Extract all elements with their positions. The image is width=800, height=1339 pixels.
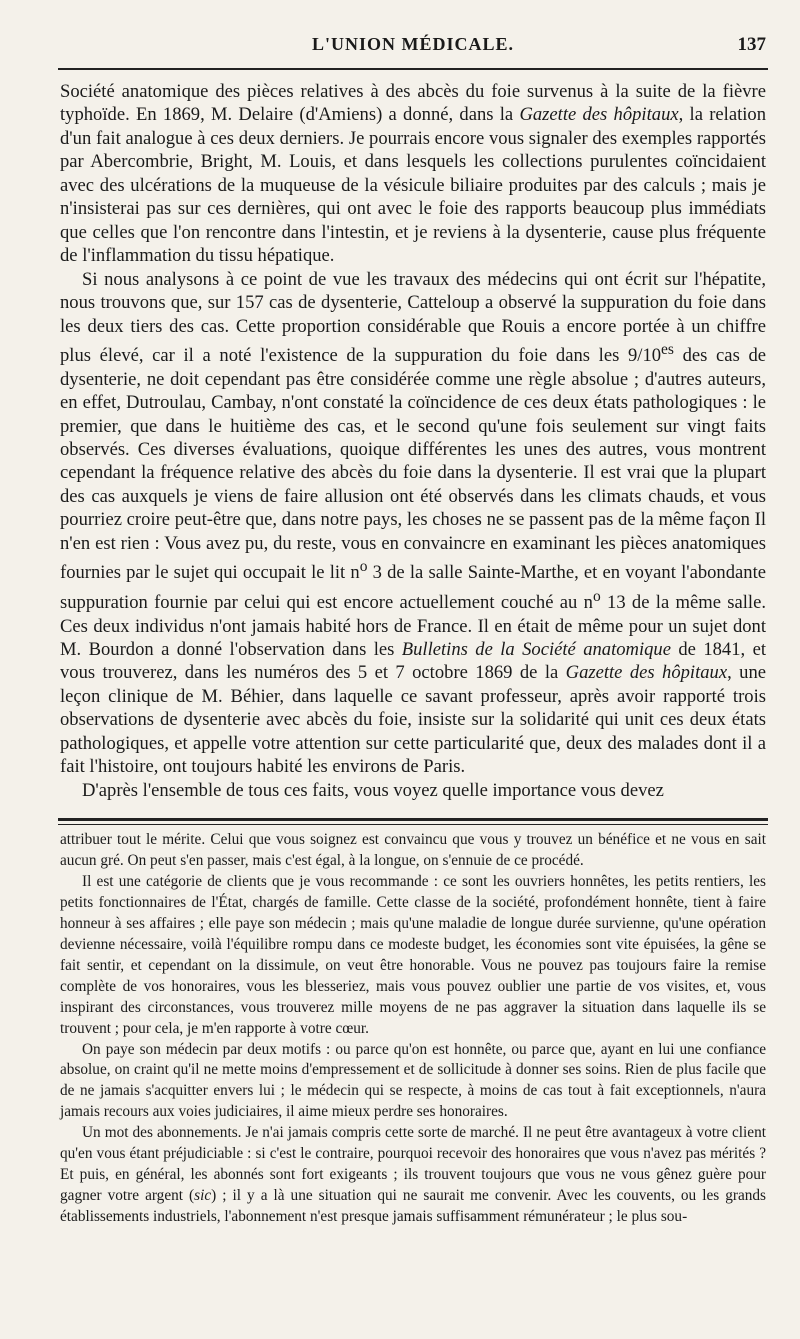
paragraph: attribuer tout le mérite. Celui que vous soignez est convaincu que vous y trouvez un bénéfice et ne vous en sait aucun gré. On peut s'en passer, mais c'est égal, à la longue, on s'ennuie de ce procédé. [60,831,766,869]
page-number: 137 [737,34,766,55]
feuilleton-divider [58,818,768,825]
paragraph: Société anatomique des pièces relatives à des abcès du foie survenus à la suite de la fièvre typhoïde. En 1869, M. Delaire (d'Amiens) a donné, dans la Gazette des hôpitaux, la relation d'un fait analogue à ces deux derniers. Je pourrais encore vous signaler des exemples rapportés par Abercombrie, Bright, M. Louis, et dans lesquels les collections purulentes coïncidaient avec des ulcérations de la muqueuse de la vésicule biliaire produites par des calculs ; mais je n'insisterai pas sur ces dernières, qui ont avec le foie des rapports beaucoup plus immédiats que celles que l'on rencontre dans l'intestin, et je reviens à la dysenterie, cause plus fréquente de l'inflammation du tissu hépatique. [60,81,767,267]
paragraph: Il est une catégorie de clients que je vous recommande : ce sont les ouvriers honnêtes, les petits rentiers, les petits fonctionnaires de l'État, chargés de famille. Cette classe de la société, profondément honnête, tient à faire honneur à ses affaires ; elle paye son médecin ; mais qu'une maladie de longue durée survienne, qu'une opération devienne nécessaire, voilà l'équilibre rompu dans ce modeste budget, les économies sont vite épuisées, la gêne se fait sentir, et cependant on la dissimule, on veut être honorable. Vous ne pouvez pas toujours faire la remise complète de vos honoraires, vous les blesseriez, mais vous pouvez oublier une partie de vos visites, et, vous inspirant des circonstances, vous trouverez mille moyens de ne pas aggraver la situation dans laquelle ils se trouvent ; pour cela, je m'en rapporte à votre cœur. [60,872,766,1037]
paragraph: D'après l'ensemble de tous ces faits, vous voyez quelle importance vous devez [82,779,664,801]
paragraph: Un mot des abonnements. Je n'ai jamais compris cette sorte de marché. Il ne peut être avantageux à votre client qu'en vous étant préjudiciable : si c'est le contraire, pourquoi recevoir des honoraires que vous n'avez pas mérités ? Et puis, en général, les abonnés sont fort exigeants ; ils trouvent toujours que vous ne vous gênez guère pour gagner votre argent (sic) ; il y a là une situation qui ne saurait me convenir. Avec les couvents, ou les grands établissements industriels, l'abonnement n'est presque jamais suffisamment rémunérateur ; le plus sou- [60,1124,767,1226]
paragraph: On paye son médecin par deux motifs : ou parce qu'on est honnête, ou parce que, ayant en lui une confiance absolue, on craint qu'il ne mette moins d'empressement et de sollicitude à donner ses soins. Rien de plus facile que de ne jamais s'acquitter envers lui ; le médecin qui se respecte, à moins de cas tout à fait exceptionnels, n'aura jamais recours aux voies judiciaires, il aime mieux perdre ses honoraires. [60,1040,766,1121]
page-header [60,34,766,60]
header-rule [58,68,768,70]
paragraph: Si nous analysons à ce point de vue les travaux des médecins qui ont écrit sur l'hépatite, nous trouvons que, sur 157 cas de dysenterie, Catteloup a observé la suppuration du foie dans les deux tiers des cas. Cette proportion considérable que Rouis a encore portée à un chiffre plus élevé, car il a noté l'existence de la suppuration du foie dans les $9/10^{es}$ des cas de dysenterie, ne doit cependant pas être considérée comme une règle absolue ; d'autres auteurs, en effet, Dutroulau, Cambay, n'ont constaté la coïncidence de ces deux états pathologiques : le premier, que dans le huitième des cas, et le second qu'une fois seulement sur vingt faits observés. Ces diverses évaluations, quoique différentes les unes des autres, vous montrent cependant la fréquence relative des abcès du foie dans la dysenterie. Il est vrai que la plupart des cas auxquels je viens de faire allusion ont été observés dans les climats chauds, et vous pourriez croire peut-être que, dans notre pays, les choses ne se passent pas de la même façon Il n'en est rien : Vous avez pu, du reste, vous en convaincre en examinant les pièces anatomiques fournies par le sujet qui occupait le lit $n^o$ 3 de la salle Sainte-Marthe, et en voyant l'abondante suppuration fournie par celui qui est encore actuellement couché au $n^o$ 13 de la même salle. Ces deux individus n'ont jamais habité hors de France. Il en était de même pour un sujet dont M. Bourdon a donné l'observation dans les Bulletins de la Société anatomique de 1841, et vous trouverez, dans les numéros des 5 et 7 octobre 1869 de la Gazette des hôpitaux, une leçon clinique de M. Béhier, dans laquelle ce savant professeur, après avoir rapporté trois observations de dysenterie avec abcès du foie, insiste sur la solidarité qui unit ces deux états pathologiques, et appelle votre attention sur cette particularité que, deux des malades dont il a fait l'histoire, ont toujours habité les environs de Paris. [60,268,767,778]
running-title: L'UNION MÉDICALE. [311,34,515,54]
feuilleton-text [60,830,766,1228]
main-text [60,80,766,802]
